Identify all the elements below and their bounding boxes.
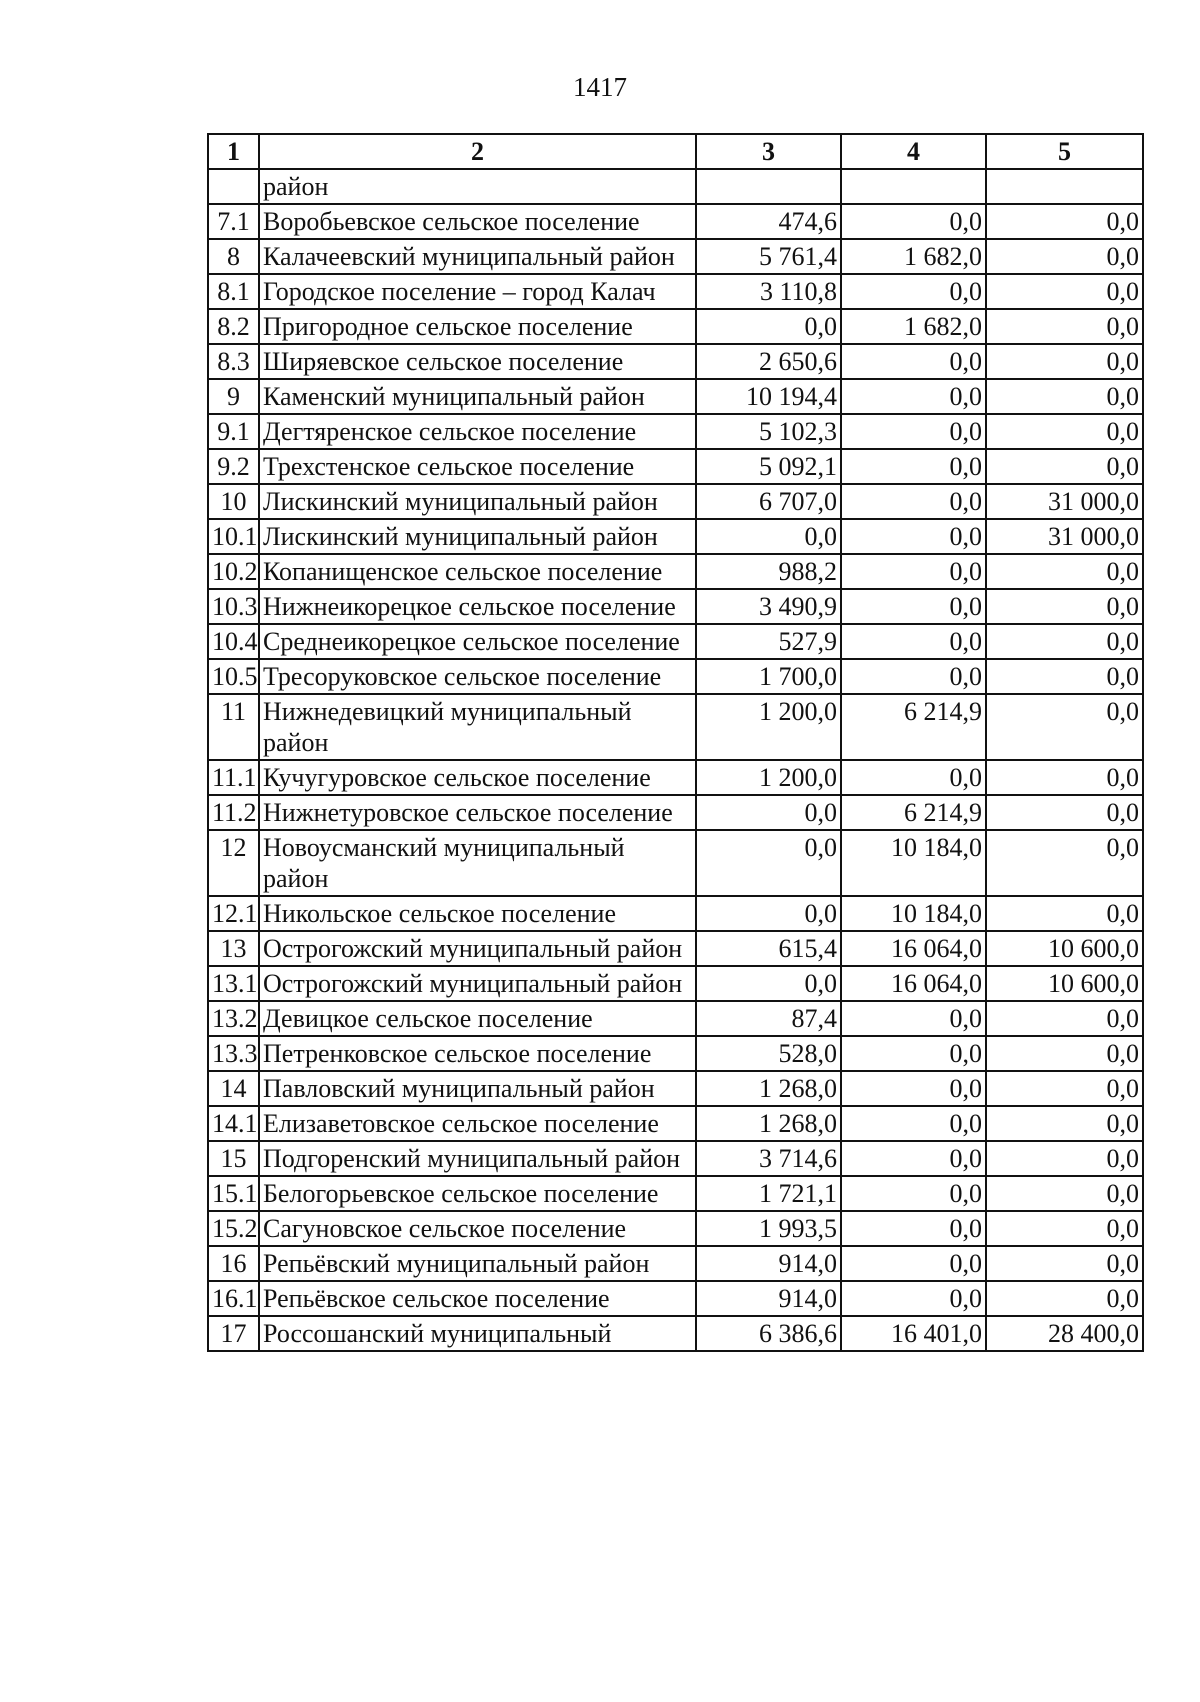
row-name: Новоусманский муниципальный район xyxy=(259,830,696,896)
table-row xyxy=(208,830,1143,896)
value-col-3: 1 268,0 xyxy=(696,1071,841,1106)
row-number: 10.4 xyxy=(208,624,259,659)
value-col-4: 0,0 xyxy=(841,1246,986,1281)
value-col-3: 1 200,0 xyxy=(696,760,841,795)
value-col-5: 0,0 xyxy=(986,449,1143,484)
value-col-4: 6 214,9 xyxy=(841,795,986,830)
value-col-3: 914,0 xyxy=(696,1281,841,1316)
table-row xyxy=(208,484,1143,519)
table-row xyxy=(208,694,1143,760)
value-col-5: 0,0 xyxy=(986,830,1143,896)
row-number: 9.2 xyxy=(208,449,259,484)
row-number: 12.1 xyxy=(208,896,259,931)
value-col-3: 5 761,4 xyxy=(696,239,841,274)
value-col-3: 3 490,9 xyxy=(696,589,841,624)
table-row xyxy=(208,931,1143,966)
row-number: 9 xyxy=(208,379,259,414)
value-col-4: 0,0 xyxy=(841,519,986,554)
value-col-5: 0,0 xyxy=(986,379,1143,414)
row-name: Трехстенское сельское поселение xyxy=(259,449,696,484)
table-row xyxy=(208,760,1143,795)
table-row xyxy=(208,1036,1143,1071)
value-col-5 xyxy=(986,169,1143,204)
row-name: Лискинский муниципальный район xyxy=(259,484,696,519)
value-col-3 xyxy=(696,169,841,204)
table-row xyxy=(208,519,1143,554)
table-row xyxy=(208,589,1143,624)
row-number: 10 xyxy=(208,484,259,519)
row-number: 8.3 xyxy=(208,344,259,379)
value-col-4: 0,0 xyxy=(841,379,986,414)
value-col-4: 0,0 xyxy=(841,760,986,795)
value-col-3: 1 700,0 xyxy=(696,659,841,694)
value-col-5: 0,0 xyxy=(986,1036,1143,1071)
value-col-5: 0,0 xyxy=(986,1281,1143,1316)
value-col-5: 10 600,0 xyxy=(986,966,1143,1001)
row-name: Сагуновское сельское поселение xyxy=(259,1211,696,1246)
value-col-5: 0,0 xyxy=(986,274,1143,309)
value-col-5: 0,0 xyxy=(986,239,1143,274)
row-number: 16 xyxy=(208,1246,259,1281)
table-row xyxy=(208,624,1143,659)
row-number: 11.1 xyxy=(208,760,259,795)
value-col-5: 0,0 xyxy=(986,1001,1143,1036)
table-row xyxy=(208,1246,1143,1281)
value-col-5: 10 600,0 xyxy=(986,931,1143,966)
value-col-3: 0,0 xyxy=(696,309,841,344)
value-col-5: 0,0 xyxy=(986,1176,1143,1211)
value-col-4: 10 184,0 xyxy=(841,830,986,896)
value-col-3: 0,0 xyxy=(696,795,841,830)
column-header: 5 xyxy=(986,134,1143,169)
row-name: район xyxy=(259,169,696,204)
row-number: 10.2 xyxy=(208,554,259,589)
value-col-4: 0,0 xyxy=(841,659,986,694)
table-row xyxy=(208,896,1143,931)
value-col-3: 474,6 xyxy=(696,204,841,239)
value-col-5: 0,0 xyxy=(986,896,1143,931)
value-col-4: 10 184,0 xyxy=(841,896,986,931)
value-col-3: 5 092,1 xyxy=(696,449,841,484)
row-name: Пригородное сельское поселение xyxy=(259,309,696,344)
value-col-4: 0,0 xyxy=(841,1141,986,1176)
column-header: 4 xyxy=(841,134,986,169)
value-col-4: 0,0 xyxy=(841,1281,986,1316)
row-name: Подгоренский муниципальный район xyxy=(259,1141,696,1176)
value-col-4: 0,0 xyxy=(841,554,986,589)
row-name: Тресоруковское сельское поселение xyxy=(259,659,696,694)
value-col-5: 0,0 xyxy=(986,1246,1143,1281)
row-name: Россошанский муниципальный xyxy=(259,1316,696,1351)
row-number: 17 xyxy=(208,1316,259,1351)
value-col-5: 0,0 xyxy=(986,1071,1143,1106)
value-col-3: 1 200,0 xyxy=(696,694,841,760)
value-col-4: 0,0 xyxy=(841,1211,986,1246)
value-col-4: 16 064,0 xyxy=(841,931,986,966)
row-number: 8.1 xyxy=(208,274,259,309)
row-name: Дегтяренское сельское поселение xyxy=(259,414,696,449)
table-row xyxy=(208,1176,1143,1211)
value-col-4: 6 214,9 xyxy=(841,694,986,760)
value-col-3: 914,0 xyxy=(696,1246,841,1281)
row-name: Репьёвское сельское поселение xyxy=(259,1281,696,1316)
row-number: 14.1 xyxy=(208,1106,259,1141)
page-number: 1417 xyxy=(573,72,627,102)
row-number: 13.1 xyxy=(208,966,259,1001)
value-col-4: 1 682,0 xyxy=(841,239,986,274)
table-row xyxy=(208,1281,1143,1316)
value-col-3: 1 268,0 xyxy=(696,1106,841,1141)
table-row xyxy=(208,795,1143,830)
value-col-3: 0,0 xyxy=(696,966,841,1001)
table-row xyxy=(208,1211,1143,1246)
table-row xyxy=(208,1106,1143,1141)
row-name: Острогожский муниципальный район xyxy=(259,931,696,966)
row-name: Девицкое сельское поселение xyxy=(259,1001,696,1036)
row-number: 16.1 xyxy=(208,1281,259,1316)
column-header: 3 xyxy=(696,134,841,169)
value-col-3: 10 194,4 xyxy=(696,379,841,414)
value-col-4: 0,0 xyxy=(841,414,986,449)
row-number: 7.1 xyxy=(208,204,259,239)
value-col-3: 6 707,0 xyxy=(696,484,841,519)
row-name: Воробьевское сельское поселение xyxy=(259,204,696,239)
value-col-4: 0,0 xyxy=(841,204,986,239)
row-name: Нижнеикорецкое сельское поселение xyxy=(259,589,696,624)
table-row xyxy=(208,1316,1143,1351)
row-number: 15.1 xyxy=(208,1176,259,1211)
row-name: Елизаветовское сельское поселение xyxy=(259,1106,696,1141)
row-number xyxy=(208,169,259,204)
value-col-4: 0,0 xyxy=(841,589,986,624)
value-col-5: 0,0 xyxy=(986,795,1143,830)
row-name: Петренковское сельское поселение xyxy=(259,1036,696,1071)
row-number: 8 xyxy=(208,239,259,274)
row-name: Лискинский муниципальный район xyxy=(259,519,696,554)
row-number: 13.2 xyxy=(208,1001,259,1036)
table-row xyxy=(208,344,1143,379)
value-col-5: 0,0 xyxy=(986,414,1143,449)
row-number: 10.3 xyxy=(208,589,259,624)
budget-table xyxy=(207,133,1144,1352)
value-col-3: 527,9 xyxy=(696,624,841,659)
row-name: Нижнетуровское сельское поселение xyxy=(259,795,696,830)
row-number: 10.5 xyxy=(208,659,259,694)
row-name: Павловский муниципальный район xyxy=(259,1071,696,1106)
row-number: 13 xyxy=(208,931,259,966)
value-col-4: 0,0 xyxy=(841,274,986,309)
value-col-4 xyxy=(841,169,986,204)
value-col-4: 16 064,0 xyxy=(841,966,986,1001)
table-row xyxy=(208,239,1143,274)
row-name: Нижнедевицкий муниципальный район xyxy=(259,694,696,760)
row-name: Каменский муниципальный район xyxy=(259,379,696,414)
value-col-4: 16 401,0 xyxy=(841,1316,986,1351)
column-header: 2 xyxy=(259,134,696,169)
value-col-3: 87,4 xyxy=(696,1001,841,1036)
value-col-3: 988,2 xyxy=(696,554,841,589)
row-name: Белогорьевское сельское поселение xyxy=(259,1176,696,1211)
table-row xyxy=(208,1001,1143,1036)
value-col-4: 0,0 xyxy=(841,1176,986,1211)
row-number: 11 xyxy=(208,694,259,760)
table-row xyxy=(208,554,1143,589)
value-col-3: 3 714,6 xyxy=(696,1141,841,1176)
column-header: 1 xyxy=(208,134,259,169)
table-row xyxy=(208,1071,1143,1106)
row-name: Калачеевский муниципальный район xyxy=(259,239,696,274)
row-number: 8.2 xyxy=(208,309,259,344)
value-col-5: 0,0 xyxy=(986,1211,1143,1246)
table-row xyxy=(208,309,1143,344)
value-col-5: 0,0 xyxy=(986,760,1143,795)
value-col-5: 0,0 xyxy=(986,204,1143,239)
table-row xyxy=(208,274,1143,309)
value-col-4: 1 682,0 xyxy=(841,309,986,344)
row-number: 15 xyxy=(208,1141,259,1176)
value-col-4: 0,0 xyxy=(841,1001,986,1036)
row-number: 13.3 xyxy=(208,1036,259,1071)
value-col-4: 0,0 xyxy=(841,484,986,519)
row-number: 11.2 xyxy=(208,795,259,830)
value-col-3: 2 650,6 xyxy=(696,344,841,379)
value-col-5: 0,0 xyxy=(986,624,1143,659)
value-col-4: 0,0 xyxy=(841,1106,986,1141)
table-row xyxy=(208,966,1143,1001)
table-row xyxy=(208,449,1143,484)
header-row xyxy=(208,134,1143,169)
value-col-5: 0,0 xyxy=(986,1106,1143,1141)
value-col-3: 6 386,6 xyxy=(696,1316,841,1351)
value-col-4: 0,0 xyxy=(841,1036,986,1071)
row-number: 9.1 xyxy=(208,414,259,449)
value-col-4: 0,0 xyxy=(841,344,986,379)
value-col-3: 615,4 xyxy=(696,931,841,966)
row-number: 10.1 xyxy=(208,519,259,554)
row-name: Репьёвский муниципальный район xyxy=(259,1246,696,1281)
value-col-5: 31 000,0 xyxy=(986,519,1143,554)
value-col-3: 5 102,3 xyxy=(696,414,841,449)
row-name: Городское поселение – город Калач xyxy=(259,274,696,309)
row-name: Ширяевское сельское поселение xyxy=(259,344,696,379)
value-col-3: 3 110,8 xyxy=(696,274,841,309)
table-row xyxy=(208,1141,1143,1176)
value-col-3: 528,0 xyxy=(696,1036,841,1071)
table-row xyxy=(208,204,1143,239)
value-col-5: 0,0 xyxy=(986,659,1143,694)
value-col-3: 0,0 xyxy=(696,519,841,554)
value-col-4: 0,0 xyxy=(841,1071,986,1106)
value-col-5: 0,0 xyxy=(986,589,1143,624)
table-row xyxy=(208,659,1143,694)
value-col-5: 0,0 xyxy=(986,309,1143,344)
value-col-5: 0,0 xyxy=(986,1141,1143,1176)
row-name: Никольское сельское поселение xyxy=(259,896,696,931)
table-row xyxy=(208,379,1143,414)
row-number: 15.2 xyxy=(208,1211,259,1246)
row-number: 14 xyxy=(208,1071,259,1106)
value-col-3: 0,0 xyxy=(696,896,841,931)
value-col-5: 0,0 xyxy=(986,554,1143,589)
row-name: Острогожский муниципальный район xyxy=(259,966,696,1001)
row-name: Кучугуровское сельское поселение xyxy=(259,760,696,795)
value-col-3: 0,0 xyxy=(696,830,841,896)
row-name: Среднеикорецкое сельское поселение xyxy=(259,624,696,659)
table-row xyxy=(208,414,1143,449)
value-col-3: 1 721,1 xyxy=(696,1176,841,1211)
value-col-5: 31 000,0 xyxy=(986,484,1143,519)
row-number: 12 xyxy=(208,830,259,896)
value-col-3: 1 993,5 xyxy=(696,1211,841,1246)
value-col-5: 0,0 xyxy=(986,694,1143,760)
value-col-4: 0,0 xyxy=(841,624,986,659)
value-col-4: 0,0 xyxy=(841,449,986,484)
value-col-5: 0,0 xyxy=(986,344,1143,379)
table-row xyxy=(208,169,1143,204)
row-name: Копанищенское сельское поселение xyxy=(259,554,696,589)
value-col-5: 28 400,0 xyxy=(986,1316,1143,1351)
